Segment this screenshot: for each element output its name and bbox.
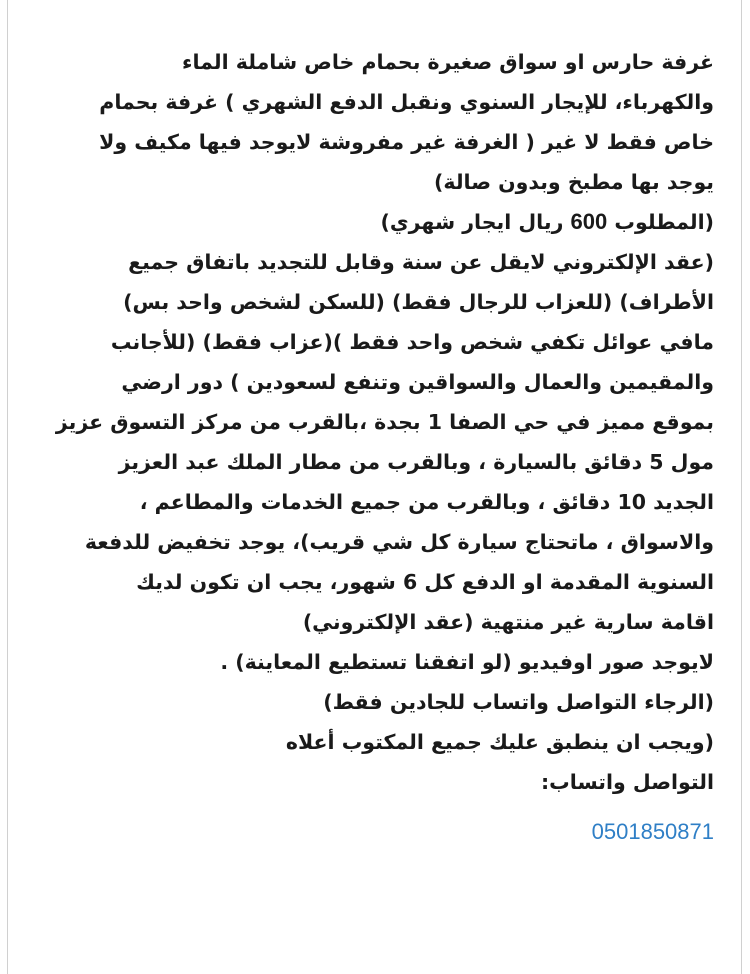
listing-line: اقامة سارية غير منتهية (عقد الإلكتروني) (302, 610, 714, 634)
phone-row (34, 812, 714, 852)
listing-line: والكهرباء، للإيجار السنوي ونقبل الدفع الشهري ) غرفة بحمام (99, 90, 714, 114)
left-border (7, 0, 8, 974)
listing-line: مافي عوائل تكفي شخص واحد فقط )(عزاب فقط) (للأجانب (110, 330, 714, 354)
listing-line: السنوية المقدمة او الدفع كل 6 شهور، يجب ان تكون لديك (136, 570, 714, 594)
listing-line: لايوجد صور اوفيديو (لو اتفقنا تستطيع المعاينة) . (220, 650, 714, 674)
listing-line: يوجد بها مطبخ وبدون صالة) (434, 170, 714, 194)
listing-text (34, 42, 714, 852)
listing-line: والمقيمين والعمال والسواقين وتنفع لسعودين ) دور ارضي (121, 370, 714, 394)
listing-line: الجديد 10 دقائق ، وبالقرب من جميع الخدمات والمطاعم ، (139, 490, 714, 514)
listing-line: بموقع مميز في حي الصفا 1 بجدة ،بالقرب من مركز التسوق عزيز (55, 410, 714, 434)
listing-line: (عقد الإلكتروني لايقل عن سنة وقابل للتجديد باتفاق جميع (128, 250, 714, 274)
price-value: 600 (570, 209, 608, 234)
right-border (741, 0, 742, 974)
listing-line: (الرجاء التواصل واتساب للجادين فقط) (323, 690, 714, 714)
contact-label: التواصل واتساب: (540, 770, 714, 794)
listing-line: خاص فقط لا غير ( الغرفة غير مفروشة لايوجد فيها مكيف ولا (99, 130, 714, 154)
price-line (34, 202, 714, 242)
price-prefix: (المطلوب (607, 210, 714, 234)
listing-line: والاسواق ، ماتحتاج سيارة كل شي قريب)، يوجد تخفيض للدفعة (84, 530, 714, 554)
listing-line: (ويجب ان ينطبق عليك جميع المكتوب أعلاه (285, 730, 714, 754)
listing-line: غرفة حارس او سواق صغيرة بحمام خاص شاملة الماء (182, 50, 714, 74)
price-suffix: ريال ايجار شهري) (380, 210, 571, 234)
phone-number-link[interactable]: 0501850871 (591, 819, 714, 844)
listing-line: الأطراف) (للعزاب للرجال فقط) (للسكن لشخص واحد بس) (123, 290, 714, 314)
listing-line: مول 5 دقائق بالسيارة ، وبالقرب من مطار الملك عبد العزيز (118, 450, 714, 474)
